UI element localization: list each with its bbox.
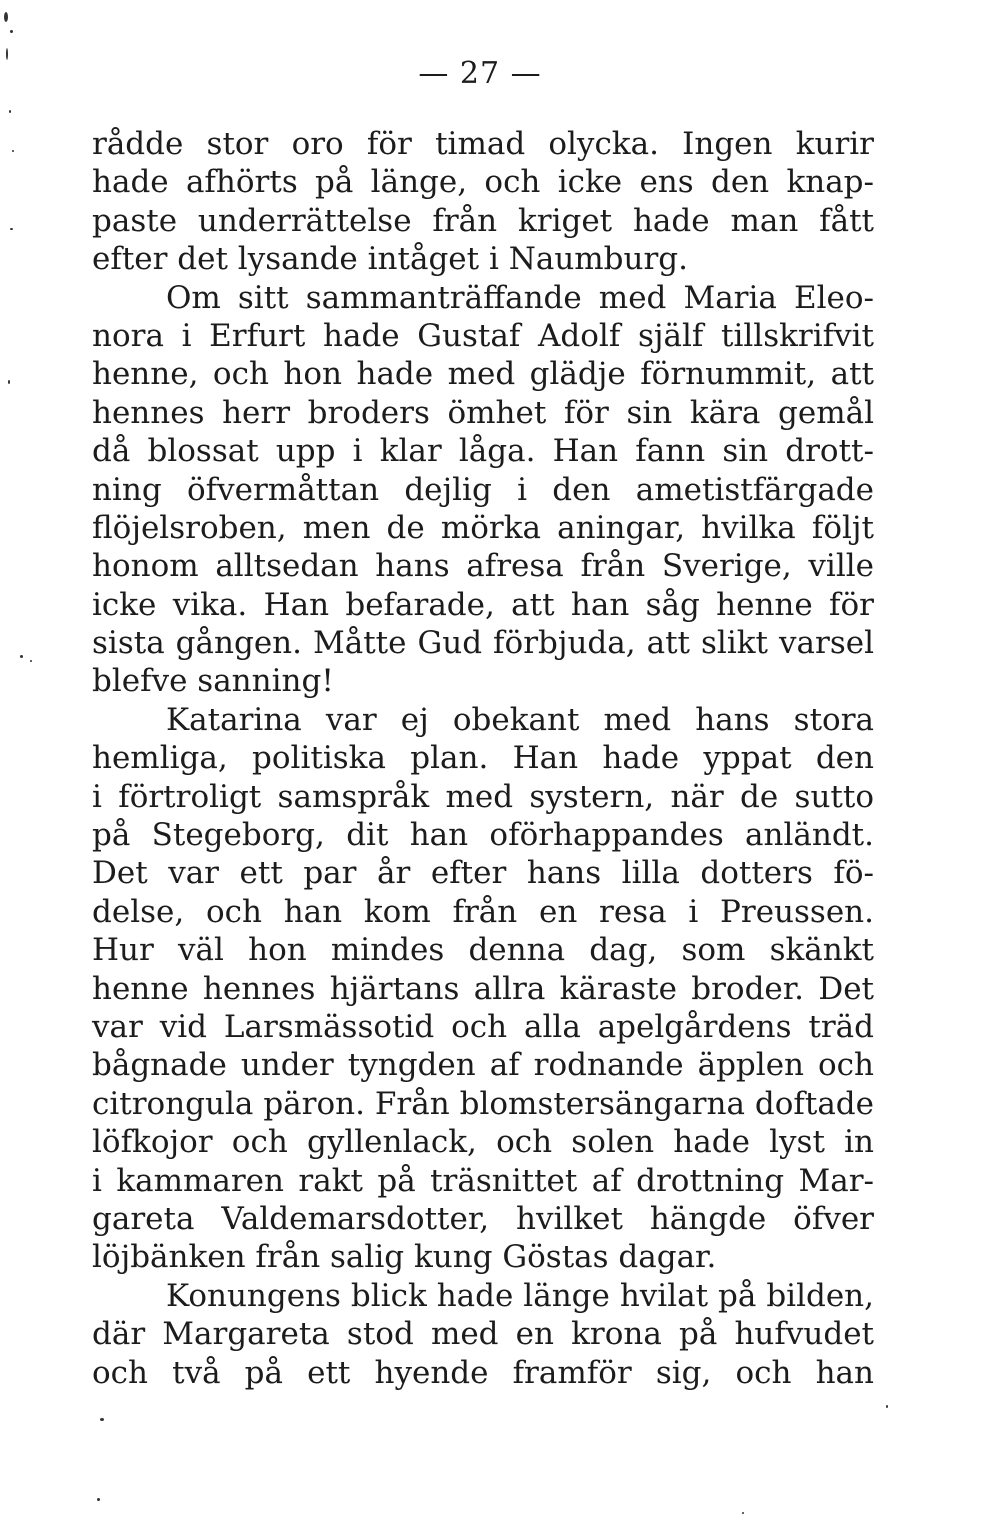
text-line: Konungens blick hade länge hvilat på bilden, bbox=[166, 1277, 874, 1314]
text-line: hemliga, politiska plan. Han hade yppat den bbox=[92, 740, 874, 777]
text-line: flöjelsroben, men de mörka aningar, hvilka följt bbox=[92, 509, 874, 546]
text-line: hennes herr broders ömhet för sin kära gemål bbox=[92, 394, 874, 431]
text-line: på Stegeborg, dit han oförhappandes anländt. bbox=[92, 817, 874, 854]
text-line: blefve sanning! bbox=[92, 663, 334, 700]
scan-speck bbox=[4, 12, 8, 22]
text-line: i förtroligt samspråk med systern, när de sutto bbox=[92, 778, 874, 815]
text-line: och två på ett hyende framför sig, och han bbox=[92, 1354, 874, 1391]
text-line: bågnade under tyngden af rodnande äpplen och bbox=[92, 1047, 874, 1084]
paragraph-4 bbox=[92, 1277, 874, 1392]
scan-speck bbox=[742, 1512, 744, 1514]
scan-speck bbox=[100, 1418, 104, 1421]
text-line: Det var ett par år efter hans lilla dotters fö- bbox=[92, 855, 874, 892]
text-line: i kammaren rakt på träsnittet af drottning Mar- bbox=[92, 1162, 874, 1199]
text-line: citrongula päron. Från blomstersängarna doftade bbox=[92, 1085, 874, 1122]
scan-speck bbox=[6, 48, 8, 60]
text-line: paste underrättelse från kriget hade man fått bbox=[92, 202, 874, 239]
scan-speck bbox=[9, 110, 11, 113]
text-line: sista gången. Måtte Gud förbjuda, att slikt varsel bbox=[92, 625, 874, 662]
text-line: honom alltsedan hans afresa från Sverige, ville bbox=[92, 548, 874, 585]
scan-speck bbox=[10, 228, 13, 230]
text-line: ning öfvermåttan dejlig i den ametistfärgade bbox=[92, 471, 874, 508]
text-line: löfkojor och gyllenlack, och solen hade lyst in bbox=[92, 1124, 874, 1161]
page-number: — 27 — bbox=[418, 56, 542, 91]
scan-speck bbox=[97, 1498, 100, 1501]
scan-speck bbox=[8, 380, 10, 384]
scan-speck bbox=[10, 30, 13, 33]
text-line: icke vika. Han befarade, att han såg henne för bbox=[92, 586, 874, 623]
paragraph-3 bbox=[92, 701, 874, 1277]
scan-speck bbox=[12, 150, 14, 152]
text-line: Om sitt sammanträffande med Maria Eleo- bbox=[166, 279, 874, 316]
text-line: var vid Larsmässotid och alla apelgårdens träd bbox=[92, 1008, 874, 1045]
body-text bbox=[92, 125, 874, 1392]
text-line: henne, och hon hade med glädje förnummit, att bbox=[92, 356, 874, 393]
text-line: efter det lysande intåget i Naumburg. bbox=[92, 241, 689, 278]
scan-speck bbox=[30, 660, 32, 662]
text-line: då blossat upp i klar låga. Han fann sin drott- bbox=[92, 433, 874, 470]
scan-speck bbox=[886, 1405, 888, 1408]
text-line: där Margareta stod med en krona på hufvudet bbox=[92, 1316, 874, 1353]
text-line: gareta Valdemarsdotter, hvilket hängde öfver bbox=[92, 1200, 874, 1237]
text-line: nora i Erfurt hade Gustaf Adolf själf tillskrifvit bbox=[92, 317, 874, 354]
paragraph-1 bbox=[92, 125, 874, 279]
text-line: rådde stor oro för timad olycka. Ingen kurir bbox=[92, 126, 874, 162]
text-line: löjbänken från salig kung Göstas dagar. bbox=[92, 1239, 717, 1276]
text-line: Hur väl hon mindes denna dag, som skänkt bbox=[92, 932, 874, 969]
paragraph-2 bbox=[92, 279, 874, 701]
text-line: hade afhörts på länge, och icke ens den knap- bbox=[92, 164, 874, 201]
text-line: delse, och han kom från en resa i Preussen. bbox=[92, 893, 874, 930]
text-line: henne hennes hjärtans allra käraste broder. Det bbox=[92, 970, 874, 1007]
text-line: Katarina var ej obekant med hans stora bbox=[166, 701, 874, 738]
scan-speck bbox=[20, 655, 23, 658]
